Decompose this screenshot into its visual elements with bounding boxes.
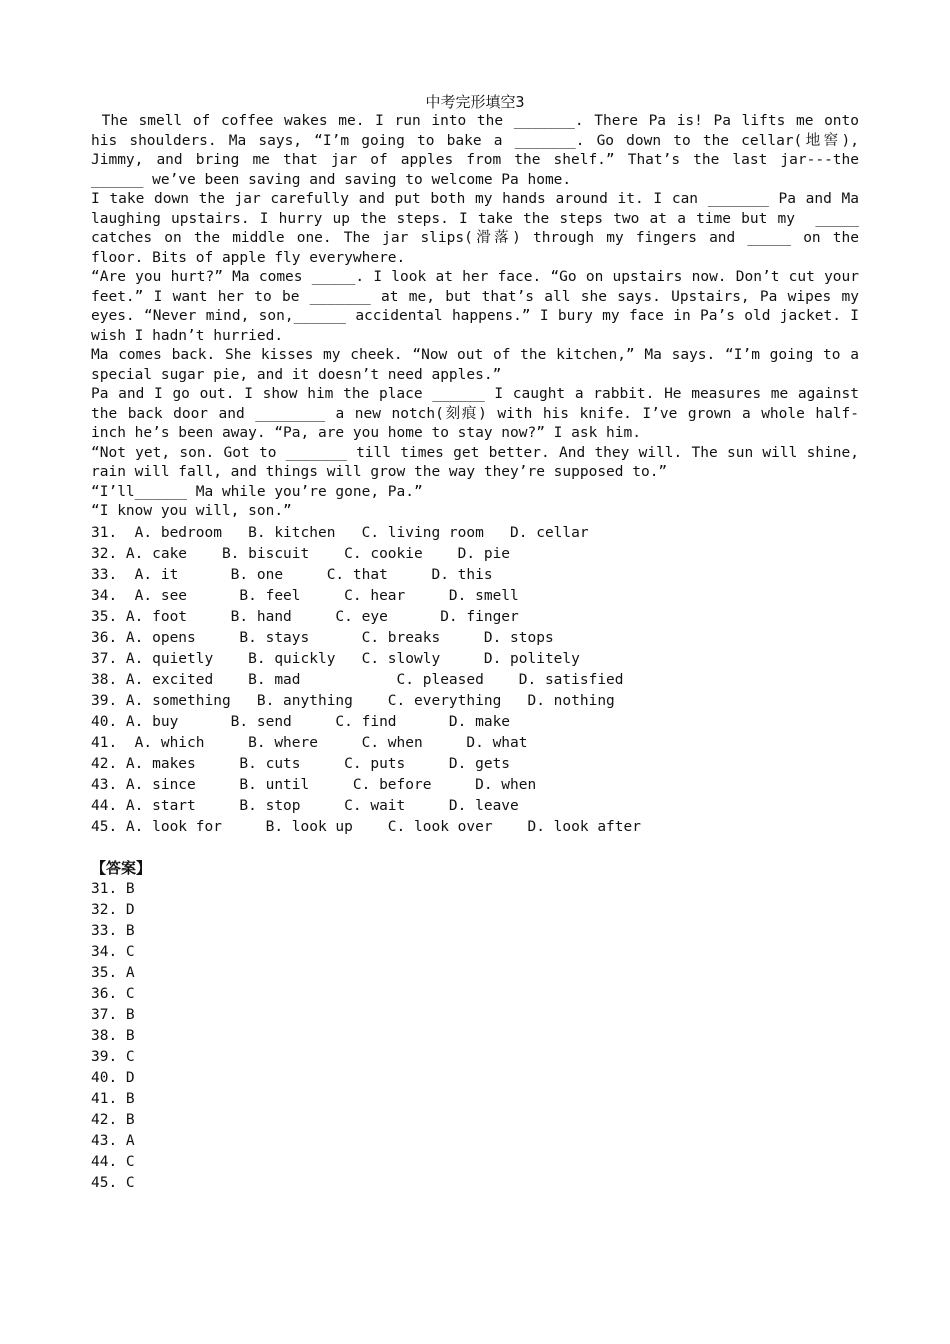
answer-item: 39. C xyxy=(91,1048,135,1065)
passage xyxy=(91,112,868,522)
question-option-line: 45. A. look for B. look up C. look over D. look after xyxy=(91,818,641,835)
answer-item: 34. C xyxy=(91,943,135,960)
question-option-line: 39. A. something B. anything C. everything D. nothing xyxy=(91,692,615,709)
question-option-line: 41. A. which B. where C. when D. what xyxy=(91,734,528,751)
answer-item: 33. B xyxy=(91,922,135,939)
question-option-line: 34. A. see B. feel C. hear D. smell xyxy=(91,587,519,604)
question-option-line: 33. A. it B. one C. that D. this xyxy=(91,566,493,583)
answer-item: 36. C xyxy=(91,985,135,1002)
passage-paragraph: “I’ll______ Ma while you’re gone, Pa.” xyxy=(91,483,423,500)
answer-item: 43. A xyxy=(91,1132,135,1149)
question-option-line: 37. A. quietly B. quickly C. slowly D. politely xyxy=(91,650,580,667)
answer-item: 44. C xyxy=(91,1153,135,1170)
answer-item: 38. B xyxy=(91,1027,135,1044)
answer-item: 35. A xyxy=(91,964,135,981)
answer-list xyxy=(91,879,859,1194)
question-option-line: 35. A. foot B. hand C. eye D. finger xyxy=(91,608,519,625)
question-option-line: 32. A. cake B. biscuit C. cookie D. pie xyxy=(91,545,511,562)
answer-item: 32. D xyxy=(91,901,135,918)
answer-heading: 【答案】 xyxy=(91,858,152,877)
answer-item: 37. B xyxy=(91,1006,135,1023)
passage-paragraph: “Not yet, son. Got to _______ till times get better. And they will. The sun will shine, rain will fall, and things will grow the way they’re supposed to.” xyxy=(91,444,868,480)
answer-item: 40. D xyxy=(91,1069,135,1086)
document-page xyxy=(91,92,868,1194)
question-option-line: 36. A. opens B. stays C. breaks D. stops xyxy=(91,629,554,646)
answer-item: 42. B xyxy=(91,1111,135,1128)
passage-paragraph: The smell of coffee wakes me. I run into the _______. There Pa is! Pa lifts me onto his shoulders. Ma says, “I’m going to bake a _______. Go down to the cellar(地窖), Jimmy, and bring me that jar of apples from the shelf.” That’s the last jar---the ______ we’ve been saving and saving to welcome Pa home. xyxy=(91,113,868,188)
passage-paragraph: Ma comes back. She kisses my cheek. “Now out of the kitchen,” Ma says. “I’m going to a special sugar pie, and it doesn’t need apples.” xyxy=(91,347,868,383)
question-option-line: 40. A. buy B. send C. find D. make xyxy=(91,713,511,730)
question-option-line: 42. A. makes B. cuts C. puts D. gets xyxy=(91,755,511,772)
question-options xyxy=(91,523,859,838)
passage-paragraph: I take down the jar carefully and put both my hands around it. I can _______ Pa and Ma laughing upstairs. I hurry up the steps. I take the steps two at a time but my _____ catches on the middle one. The jar slips(滑落) through my fingers and _____ on the floor. Bits of apple fly everywhere. xyxy=(91,191,868,266)
answer-item: 45. C xyxy=(91,1174,135,1191)
document-title: 中考完形填空3 xyxy=(425,93,525,111)
answer-item: 31. B xyxy=(91,880,135,897)
question-option-line: 31. A. bedroom B. kitchen C. living room D. cellar xyxy=(91,524,589,541)
passage-paragraph: “I know you will, son.” xyxy=(91,503,292,519)
answer-item: 41. B xyxy=(91,1090,135,1107)
question-option-line: 43. A. since B. until C. before D. when xyxy=(91,776,537,793)
passage-paragraph: “Are you hurt?” Ma comes _____. I look at her face. “Go on upstairs now. Don’t cut your feet.” I want her to be _______ at me, but that’s all she says. Upstairs, Pa wipes my eyes. “Never mind, son,______ accidental happens.” I bury my face in Pa’s old jacket. I wish I hadn’t hurried. xyxy=(91,269,868,344)
question-option-line: 44. A. start B. stop C. wait D. leave xyxy=(91,797,519,814)
passage-paragraph: Pa and I go out. I show him the place ______ I caught a rabbit. He measures me against the back door and ________ a new notch(刻痕) with his knife. I’ve grown a whole half-inch he’s been away. “Pa, are you home to stay now?” I ask him. xyxy=(91,386,868,441)
question-option-line: 38. A. excited B. mad C. pleased D. satisfied xyxy=(91,671,624,688)
